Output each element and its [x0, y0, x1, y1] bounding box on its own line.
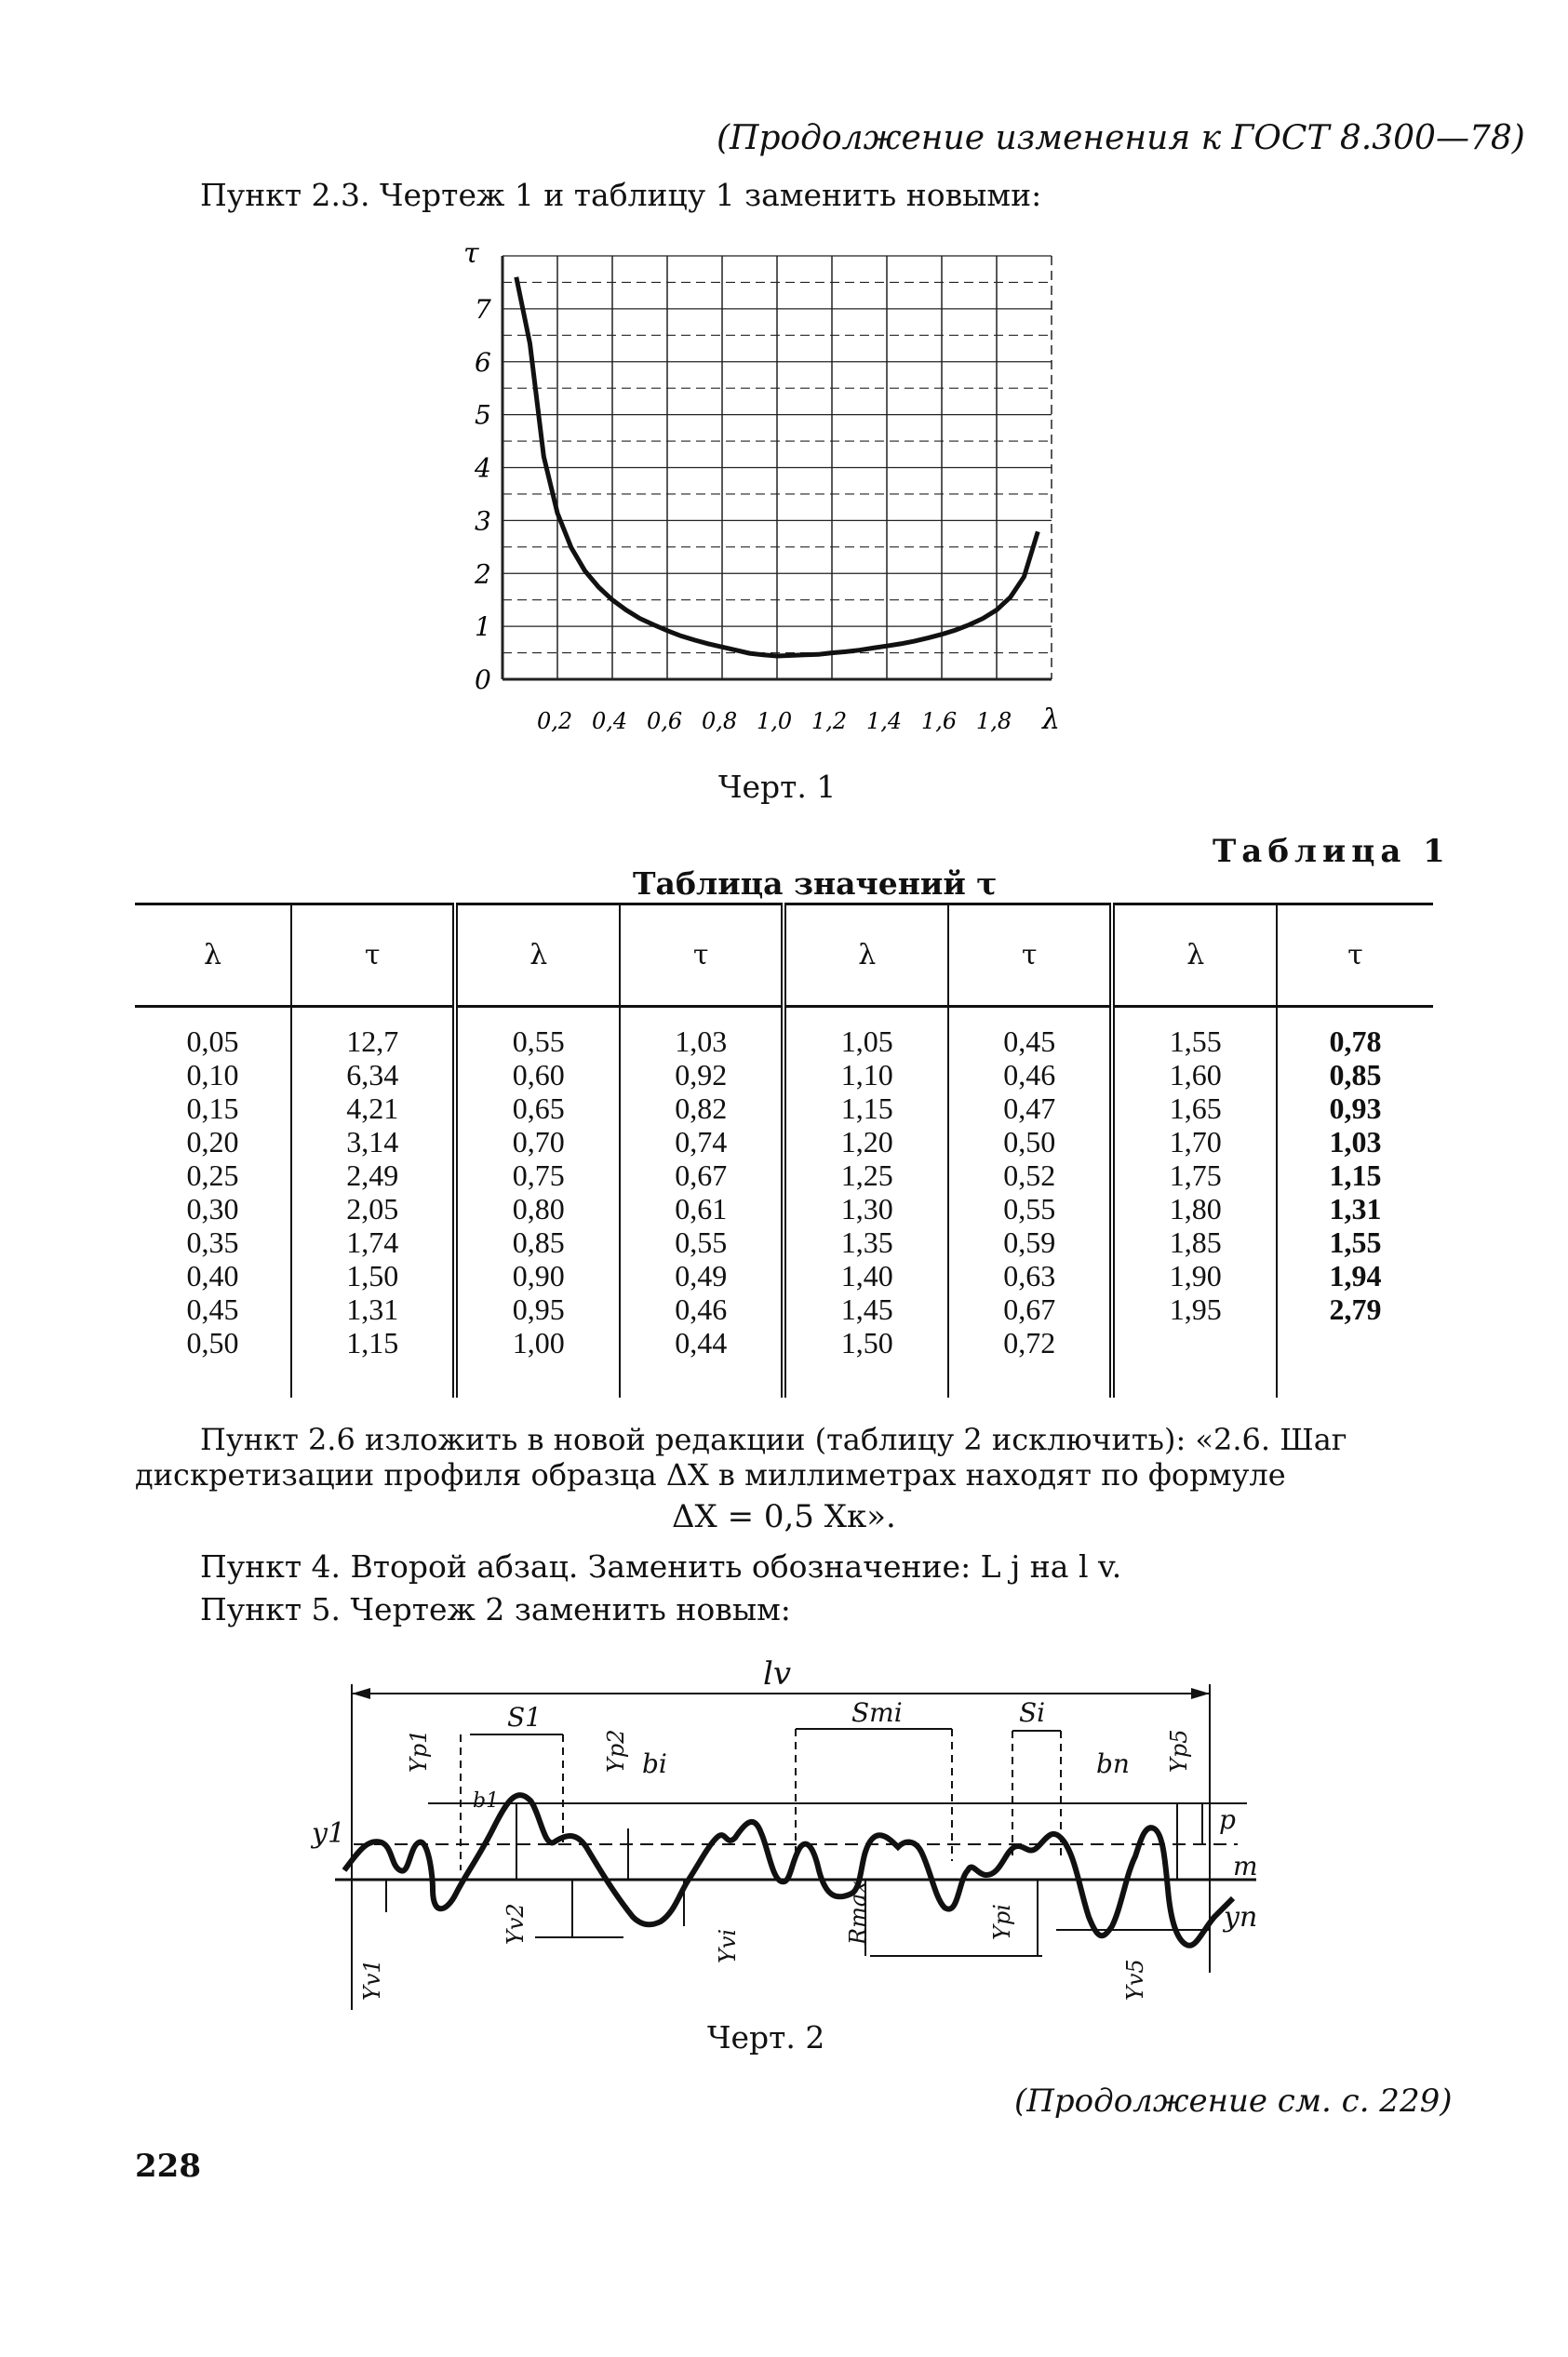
chart-y-tick-label: 0 — [475, 664, 491, 695]
paragraph-2-3: Пункт 2.3. Чертеж 1 и таблицу 1 заменить новыми: — [200, 177, 1042, 213]
table-cell-column: 12,7 6,34 4,21 3,14 2,49 2,05 1,74 1,50 1,31 1,15 — [291, 1007, 456, 1399]
paragraph-4: Пункт 4. Второй абзац. Заменить обозначение: L j на l v. — [200, 1548, 1122, 1585]
label-yn: yn — [1224, 1901, 1258, 1934]
label-yp2: Yp2 — [603, 1729, 629, 1773]
label-lv: lv — [763, 1655, 792, 1693]
chart-x-tick-label: 1,2 — [811, 708, 848, 734]
label-y1: y1 — [312, 1817, 346, 1850]
chart-x-tick-label: 0,4 — [592, 708, 628, 734]
label-si: Si — [1019, 1697, 1046, 1728]
chart-tick-labels — [474, 294, 1012, 734]
chart-x-tick-label: 0,6 — [647, 708, 683, 734]
table-cell-column: 0,78 0,85 0,93 1,03 1,15 1,31 1,55 1,94 2,79 — [1277, 1007, 1433, 1399]
chart-y-tick-label: 4 — [475, 452, 491, 484]
table-1 — [135, 903, 1433, 1398]
label-yp1: Yp1 — [406, 1729, 432, 1773]
label-ypi: Ypi — [989, 1904, 1015, 1940]
table-cell-column: 1,55 1,60 1,65 1,70 1,75 1,80 1,85 1,90 1,95 — [1112, 1007, 1277, 1399]
label-yv5: Yv5 — [1122, 1959, 1148, 2001]
label-yp5: Yp5 — [1166, 1729, 1192, 1773]
header-tau: τ — [620, 904, 784, 1007]
footer-continuation: (Продолжение см. с. 229) — [1014, 2082, 1453, 2120]
label-yvi: Yvi — [715, 1928, 741, 1963]
figure-1-caption: Черт. 1 — [718, 769, 837, 805]
label-yv1: Yv1 — [359, 1959, 385, 2001]
label-b1: b1 — [473, 1789, 500, 1813]
chart-x-tick-label: 1,0 — [757, 708, 793, 734]
table-cell-column: 0,55 0,60 0,65 0,70 0,75 0,80 0,85 0,90 0,95 1,00 — [455, 1007, 620, 1399]
formula-delta-x: ΔX = 0,5 Xк». — [672, 1498, 896, 1535]
label-bi: bi — [642, 1748, 667, 1779]
header-lambda: λ — [1112, 904, 1277, 1007]
chart-x-tick-label: 0,8 — [702, 708, 738, 734]
chart-x-tick-label: 1,8 — [976, 708, 1012, 734]
chart-y-tick-label: 3 — [475, 505, 491, 537]
header-lambda: λ — [784, 904, 948, 1007]
chart-x-tick-label: 0,2 — [537, 708, 573, 734]
figure-2-profile-drawing — [312, 1647, 1275, 2038]
chart-x-tick-label: 1,6 — [921, 708, 958, 734]
page-number: 228 — [135, 2148, 201, 2185]
label-bn: bn — [1096, 1748, 1130, 1779]
chart-y-tick-label: 5 — [475, 399, 491, 431]
chart-x-tick-label: 1,4 — [866, 708, 903, 734]
chart-y-tick-label: 7 — [475, 293, 491, 325]
table-1-title: Таблица значений τ — [633, 865, 998, 902]
chart-x-axis-label: λ — [1042, 703, 1061, 736]
table-cell-column: 1,03 0,92 0,82 0,74 0,67 0,61 0,55 0,49 0,46 0,44 — [620, 1007, 784, 1399]
figure-2-caption: Черт. 2 — [707, 2019, 825, 2056]
header-continuation: (Продолжение изменения к ГОСТ 8.300—78) — [717, 119, 1525, 157]
chart-y-axis-label: τ — [463, 237, 479, 270]
header-tau: τ — [291, 904, 456, 1007]
roughness-profile-curve — [344, 1795, 1233, 1946]
label-rmax: Rmax — [845, 1881, 871, 1945]
paragraph-2-6-line-2: дискретизации профиля образца ΔX в миллиметрах находят по формуле — [135, 1457, 1286, 1493]
header-lambda: λ — [455, 904, 620, 1007]
chart-y-tick-label: 2 — [475, 558, 491, 590]
paragraph-2-6-line-1: Пункт 2.6 изложить в новой редакции (таблицу 2 исключить): «2.6. Шаг — [200, 1422, 1347, 1457]
chart-y-tick-label: 1 — [475, 611, 491, 643]
table-cell-column: 0,45 0,46 0,47 0,50 0,52 0,55 0,59 0,63 0,67 0,72 — [948, 1007, 1113, 1399]
header-tau: τ — [948, 904, 1113, 1007]
label-smi: Smi — [851, 1697, 903, 1728]
paragraph-5: Пункт 5. Чертеж 2 заменить новым: — [200, 1591, 791, 1627]
chart-grid — [503, 256, 1052, 679]
table-row — [135, 1007, 1433, 1399]
header-lambda: λ — [203, 939, 221, 971]
label-m: m — [1233, 1851, 1258, 1882]
table-cell-column: 0,05 0,10 0,15 0,20 0,25 0,30 0,35 0,40 0,45 0,50 — [186, 1024, 239, 1359]
label-yv2: Yv2 — [503, 1903, 529, 1945]
header-tau: τ — [1277, 904, 1433, 1007]
label-p: p — [1219, 1804, 1236, 1835]
table-1-label: Таблица 1 — [1213, 833, 1451, 870]
chart-y-tick-label: 6 — [475, 346, 491, 378]
table-cell-column: 1,05 1,10 1,15 1,20 1,25 1,30 1,35 1,40 1,45 1,50 — [784, 1007, 948, 1399]
label-s1: S1 — [507, 1702, 542, 1733]
table-header-row — [135, 904, 1433, 1007]
figure-1-chart — [437, 237, 1089, 744]
